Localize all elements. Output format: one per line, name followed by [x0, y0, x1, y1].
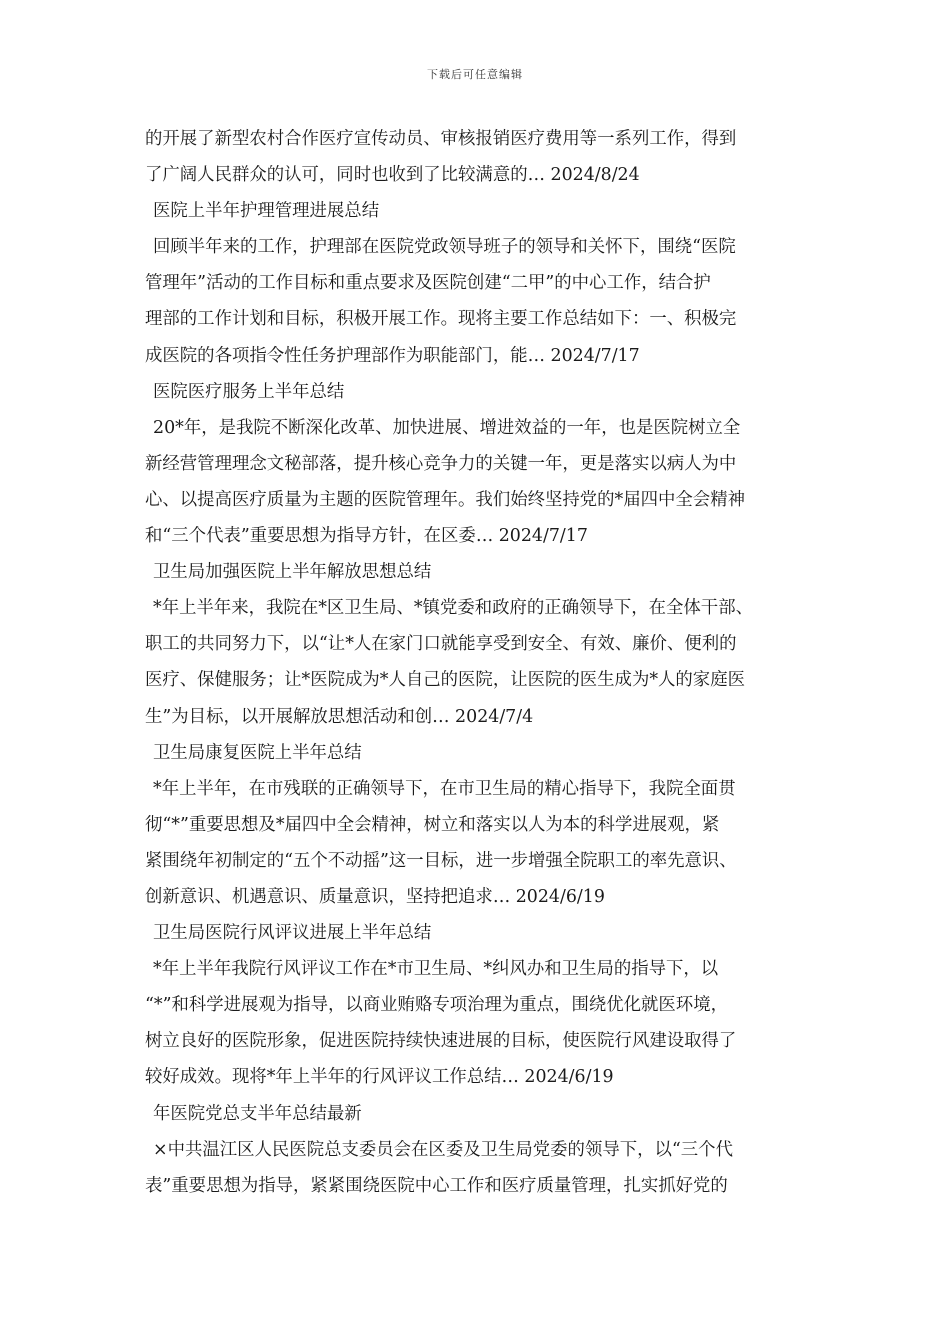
document-body — [145, 121, 810, 1204]
text-line: 和“三个代表”重要思想为指导方针，在区委… 2024/7/17 — [145, 526, 588, 547]
text-line: 创新意识、机遇意识、质量意识，坚持把追求… 2024/6/19 — [145, 886, 605, 907]
text-line: 表”重要思想为指导，紧紧围绕医院中心工作和医疗质量管理，扎实抓好党的 — [145, 1175, 728, 1196]
article-title: 医院上半年护理管理进展总结 — [153, 201, 380, 222]
article-title: 医院医疗服务上半年总结 — [153, 381, 345, 402]
text-line: 的开展了新型农村合作医疗宣传动员、审核报销医疗费用等一系列工作，得到 — [145, 129, 737, 149]
text-line: 成医院的各项指令性任务护理部作为职能部门，能… 2024/7/17 — [145, 345, 640, 366]
text-line: 较好成效。现将*年上半年的行风评议工作总结… 2024/6/19 — [145, 1067, 614, 1088]
text-line: 管理年”活动的工作目标和重点要求及医院创建“二甲”的中心工作，结合护 — [145, 273, 711, 294]
text-line: *年上半年，在市残联的正确领导下，在市卫生局的精心指导下，我院全面贯 — [153, 778, 736, 799]
article-title: 卫生局康复医院上半年总结 — [153, 742, 362, 763]
article-title: 年医院党总支半年总结最新 — [153, 1103, 362, 1124]
text-line: “*”和科学进展观为指导，以商业贿赂专项治理为重点，围绕优化就医环境， — [145, 995, 728, 1016]
text-line: 医疗、保健服务；让*医院成为*人自己的医院，让医院的医生成为*人的家庭医 — [145, 670, 745, 691]
text-line: 理部的工作计划和目标，积极开展工作。现将主要工作总结如下：一、积极完 — [145, 309, 737, 330]
text-line: 彻“*”重要思想及*届四中全会精神，树立和落实以人为本的科学进展观，紧 — [145, 814, 720, 835]
text-line: 树立良好的医院形象，促进医院持续快速进展的目标，使医院行风建设取得了 — [145, 1031, 737, 1052]
text-line: *年上半年来，我院在*区卫生局、*镇党委和政府的正确领导下，在全体干部、 — [153, 598, 753, 619]
text-line: 职工的共同努力下，以“让*人在家门口就能享受到安全、有效、廉价、便利的 — [145, 634, 737, 655]
text-line: 生”为目标，以开展解放思想活动和创… 2024/7/4 — [145, 706, 534, 727]
text-line: 20*年，是我院不断深化改革、加快进展、增进效益的一年，也是医院树立全 — [153, 417, 741, 438]
text-line: 紧围绕年初制定的“五个不动摇”这一目标，进一步增强全院职工的率先意识、 — [145, 850, 737, 871]
page-header: 下载后可任意编辑 — [427, 68, 523, 81]
text-line: *年上半年我院行风评议工作在*市卫生局、*纠风办和卫生局的指导下，以 — [153, 959, 719, 980]
text-line: 回顾半年来的工作，护理部在医院党政领导班子的领导和关怀下，围绕“医院 — [153, 237, 736, 258]
article-title: 卫生局加强医院上半年解放思想总结 — [153, 562, 432, 583]
text-line: 了广阔人民群众的认可，同时也收到了比较满意的… 2024/8/24 — [145, 165, 640, 186]
article-title: 卫生局医院行风评议进展上半年总结 — [153, 923, 432, 944]
text-line: 新经营管理理念文秘部落，提升核心竞争力的关键一年，更是落实以病人为中 — [145, 453, 737, 474]
text-line: 心、以提高医疗质量为主题的医院管理年。我们始终坚持党的*届四中全会精神 — [145, 489, 745, 510]
text-line: ×中共温江区人民医院总支委员会在区委及卫生局党委的领导下，以“三个代 — [153, 1139, 733, 1160]
